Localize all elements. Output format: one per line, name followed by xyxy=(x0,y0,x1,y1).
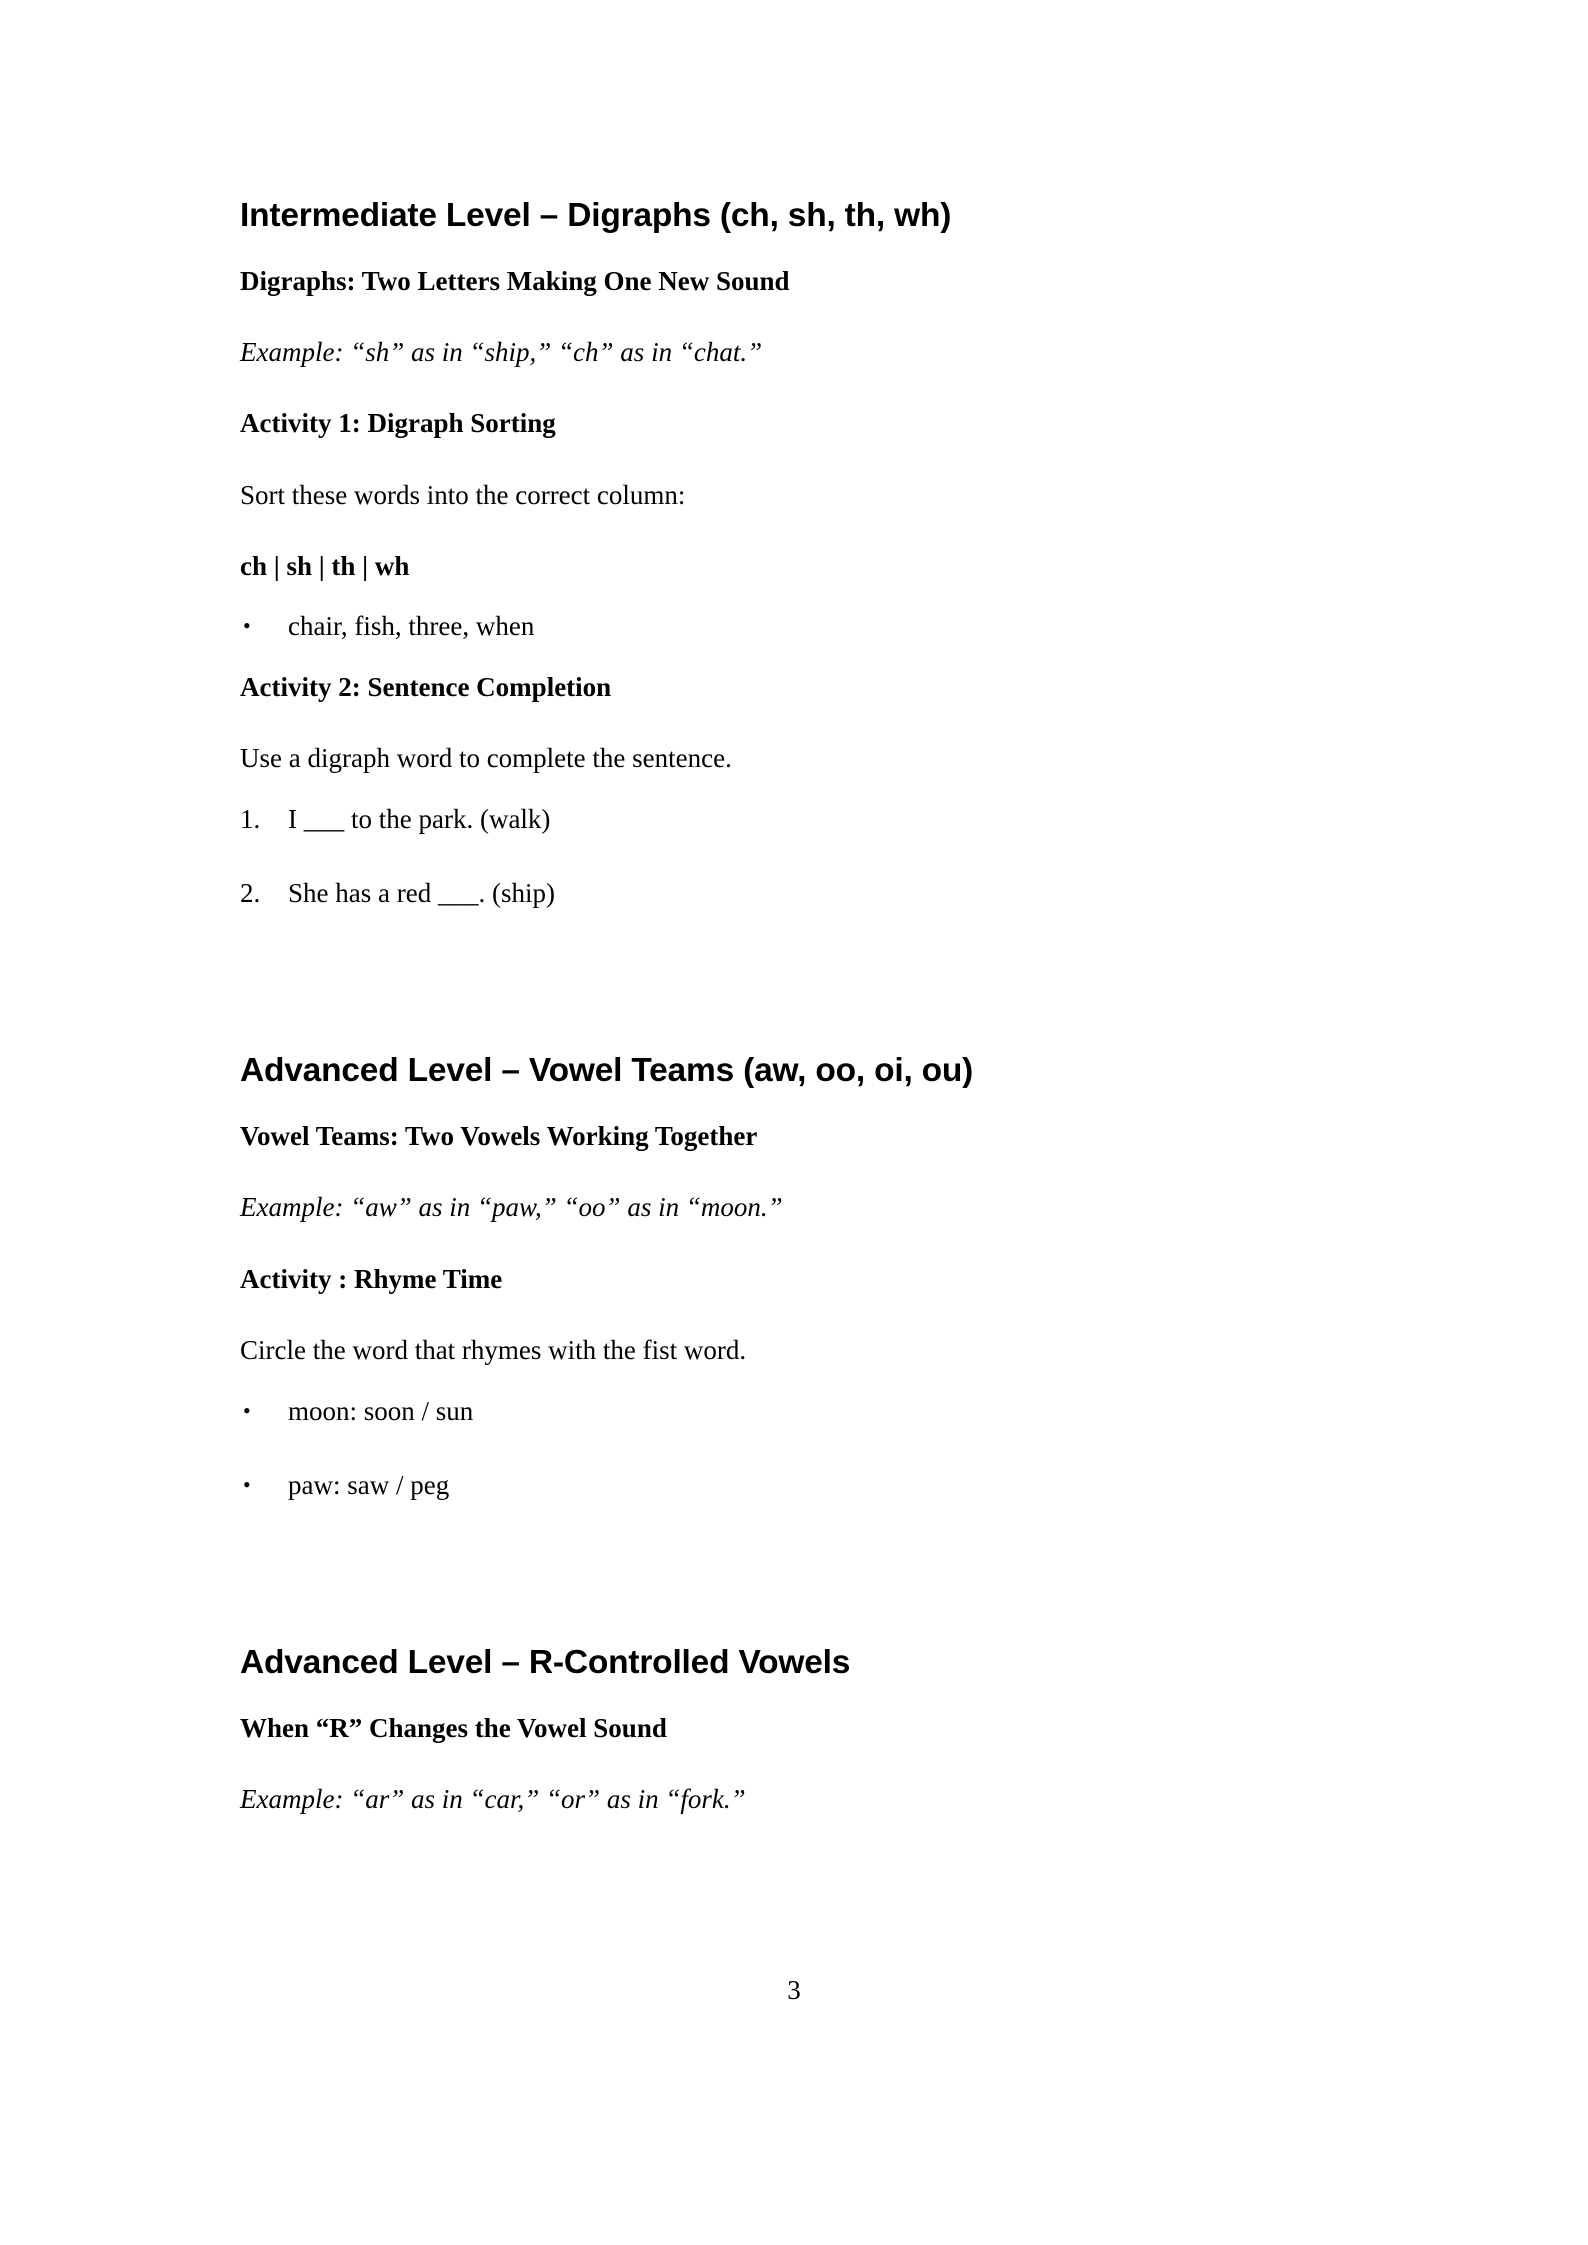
list-item-label: chair, fish, three, when xyxy=(288,611,535,642)
spacer xyxy=(240,1224,1360,1263)
section-spacer xyxy=(240,1501,1360,1643)
activity-rhyme-title: Activity : Rhyme Time xyxy=(240,1263,503,1294)
activity-1-instruction: Sort these words into the correct column: xyxy=(240,479,686,510)
activity-2-title: Activity 2: Sentence Completion xyxy=(240,671,612,702)
list-item xyxy=(240,877,1360,909)
spacer xyxy=(240,703,1360,742)
list-item-label: paw: saw / peg xyxy=(288,1469,450,1500)
example-vowel-teams: Example: “aw” as in “paw,” “oo” as in “moon.” xyxy=(240,1192,783,1223)
digraph-columns: ch | sh | th | wh xyxy=(240,551,410,582)
spacer xyxy=(240,440,1360,479)
activity-1-title: Activity 1: Digraph Sorting xyxy=(240,408,556,439)
spacer xyxy=(240,1091,1360,1120)
spacer xyxy=(240,368,1360,407)
list-item-label: She has a red ___. (ship) xyxy=(288,878,555,909)
bullet-icon: • xyxy=(243,613,251,639)
list-item-number: 1. xyxy=(240,803,261,834)
spacer xyxy=(240,582,1360,610)
concept-title-r-controlled: When “R” Changes the Vowel Sound xyxy=(240,1712,667,1743)
example-digraphs: Example: “sh” as in “ship,” “ch” as in “chat.” xyxy=(240,336,763,367)
spacer xyxy=(240,236,1360,265)
bullet-icon: • xyxy=(243,1471,251,1497)
section-heading-digraphs: Intermediate Level – Digraphs (ch, sh, th, wh) xyxy=(240,197,952,234)
concept-title-vowel-teams: Vowel Teams: Two Vowels Working Together xyxy=(240,1120,758,1151)
bullet-icon: • xyxy=(243,1397,251,1423)
digraph-word-list xyxy=(240,610,1360,642)
list-item xyxy=(240,803,1360,835)
section-heading-vowel-teams: Advanced Level – Vowel Teams (aw, oo, oi, ou) xyxy=(240,1052,974,1090)
list-item xyxy=(240,1395,1360,1427)
spacer xyxy=(240,643,1360,671)
sentence-completion-list xyxy=(240,803,1360,910)
list-item-number: 2. xyxy=(240,878,261,909)
section-spacer xyxy=(240,909,1360,1051)
activity-rhyme-instruction: Circle the word that rhymes with the fist word. xyxy=(240,1335,747,1366)
spacer xyxy=(240,297,1360,336)
page-number: 3 xyxy=(787,1975,801,2005)
spacer xyxy=(240,1295,1360,1334)
spacer xyxy=(240,1367,1360,1395)
example-r-controlled: Example: “ar” as in “car,” “or” as in “fork.” xyxy=(240,1784,746,1815)
activity-2-instruction: Use a digraph word to complete the sentence. xyxy=(240,743,732,774)
spacer xyxy=(240,511,1360,550)
spacer xyxy=(240,775,1360,803)
spacer xyxy=(240,1683,1360,1712)
spacer xyxy=(240,1744,1360,1783)
list-item xyxy=(240,1469,1360,1501)
section-heading-r-controlled-vowels: Advanced Level – R-Controlled Vowels xyxy=(240,1644,851,1682)
list-item-label: I ___ to the park. (walk) xyxy=(288,803,551,834)
spacer xyxy=(240,1152,1360,1191)
list-item-label: moon: soon / sun xyxy=(288,1395,474,1426)
list-item xyxy=(240,610,1360,642)
rhyme-word-list xyxy=(240,1395,1360,1502)
concept-title-digraphs: Digraphs: Two Letters Making One New Sound xyxy=(240,265,790,296)
document-body xyxy=(240,196,1360,1816)
